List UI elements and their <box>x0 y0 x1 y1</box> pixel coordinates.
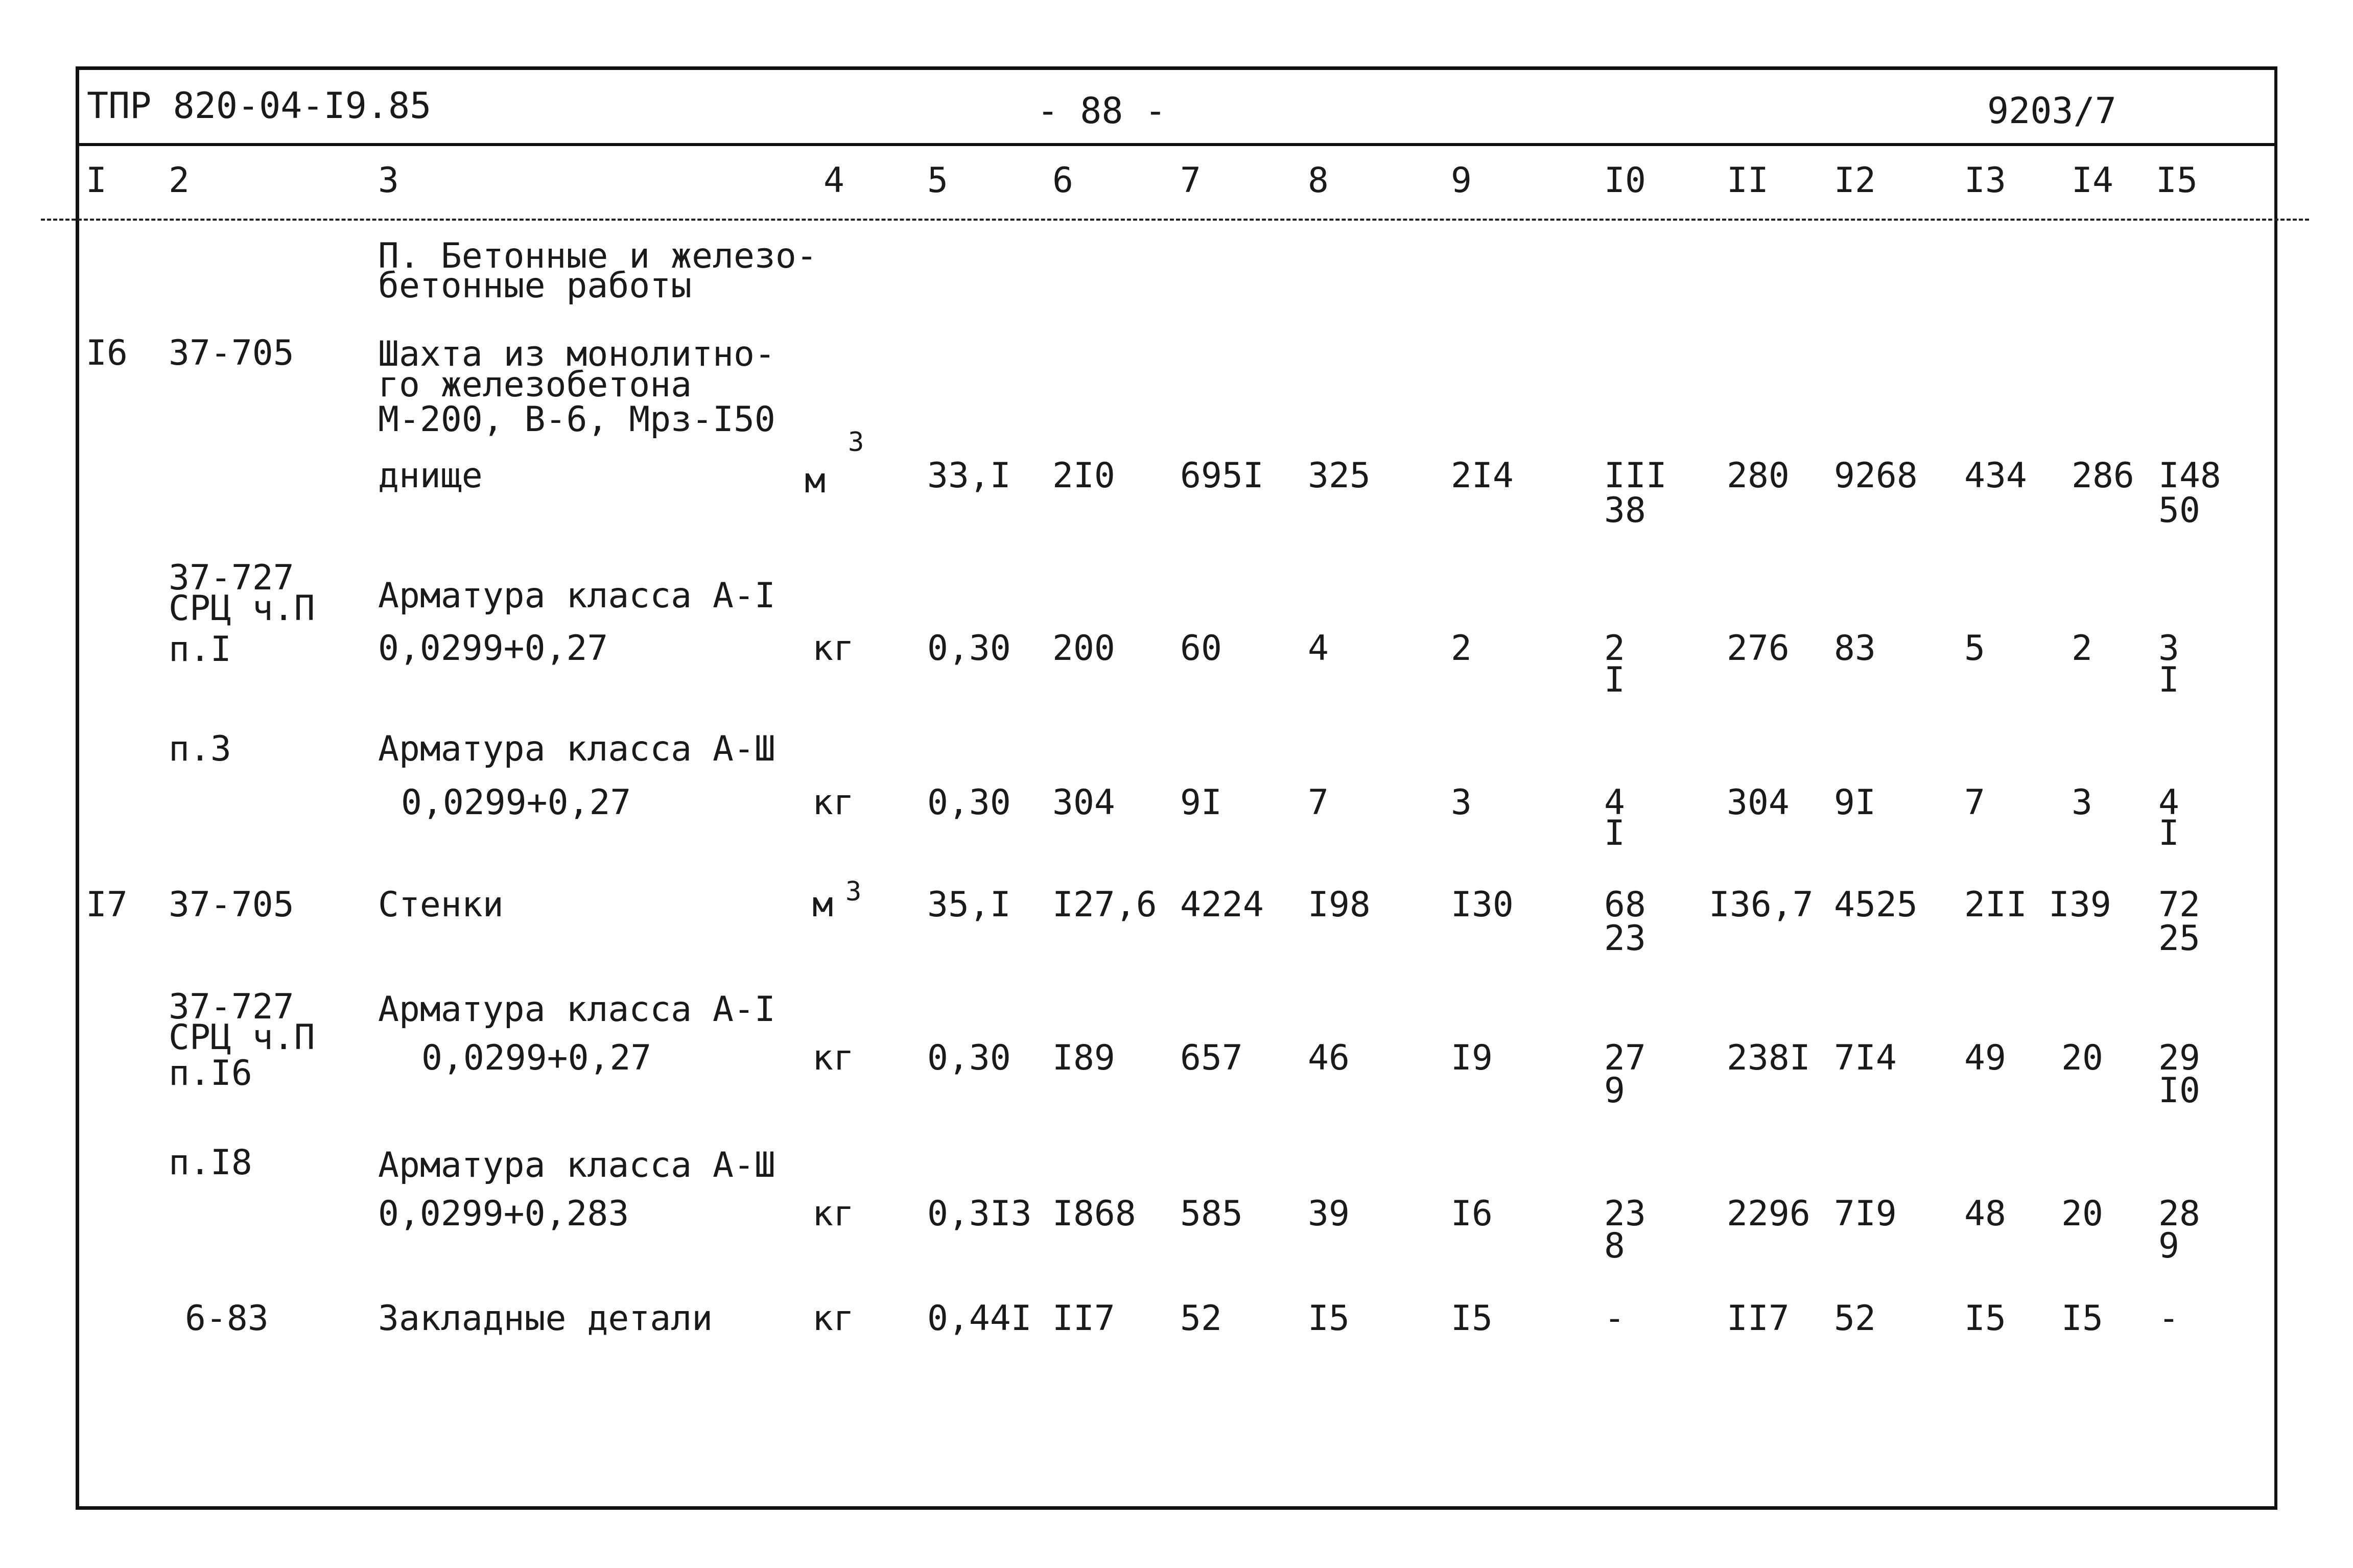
cell-col15-top: 28 <box>2158 1194 2200 1234</box>
cell-col10-bottom: 38 <box>1604 490 1646 531</box>
cell-col14: I39 <box>2049 885 2111 925</box>
work-name: го железобетона <box>378 365 692 405</box>
cell-col13: 48 <box>1964 1194 2006 1234</box>
unit: кг <box>812 1298 854 1339</box>
cell-col14: 286 <box>2072 456 2134 496</box>
cell-col12: 52 <box>1834 1298 1876 1339</box>
formula: 0,0299+0,27 <box>401 782 631 823</box>
cell-col5: 0,44I <box>927 1298 1032 1339</box>
cell-col11: 276 <box>1727 628 1790 669</box>
cell-col5: 0,30 <box>927 1038 1011 1078</box>
cell-col5: 35,I <box>927 885 1011 925</box>
header-divider <box>77 143 2276 146</box>
formula: 0,0299+0,27 <box>378 628 608 669</box>
cell-col14: 3 <box>2072 782 2092 823</box>
column-number: II <box>1727 160 1769 201</box>
cell-col13: 2II <box>1964 885 2027 925</box>
cell-col15-top: 4 <box>2158 782 2179 823</box>
cell-col10-top: 2 <box>1604 628 1625 669</box>
cell-col9: I5 <box>1451 1298 1493 1339</box>
column-number: 9 <box>1451 160 1472 201</box>
cell-col7: 60 <box>1180 628 1222 669</box>
work-name: Арматура класса А-Ш <box>378 729 775 769</box>
cell-col8: 46 <box>1308 1038 1350 1078</box>
cell-col13: 5 <box>1964 628 1985 669</box>
cell-col11: II7 <box>1727 1298 1790 1339</box>
cell-col15-top: 3 <box>2158 628 2179 669</box>
cell-col10: - <box>1604 1298 1625 1339</box>
cell-col14: 20 <box>2061 1194 2103 1234</box>
cell-col6: I868 <box>1052 1194 1136 1234</box>
work-name: Шахта из монолитно- <box>378 334 775 374</box>
unit: кг <box>812 782 854 823</box>
rate-code: СРЦ ч.П <box>169 588 315 629</box>
cell-col15-bottom: 50 <box>2158 490 2200 531</box>
cell-col9: 2 <box>1451 628 1472 669</box>
column-number: I5 <box>2156 160 2198 201</box>
cell-col8: I98 <box>1308 885 1371 925</box>
cell-col9: 2I4 <box>1451 456 1514 496</box>
column-number: I0 <box>1604 160 1646 201</box>
cell-col7: 695I <box>1180 456 1264 496</box>
cell-col12: 83 <box>1834 628 1876 669</box>
cell-col15-bottom: 25 <box>2158 918 2200 959</box>
rate-code: 37-727 <box>169 987 294 1027</box>
cell-col7: 9I <box>1180 782 1222 823</box>
cell-col10-bottom: I <box>1604 813 1625 853</box>
cell-col10-bottom: 8 <box>1604 1226 1625 1266</box>
cell-col6: 200 <box>1052 628 1115 669</box>
column-number: 2 <box>169 160 190 201</box>
rate-code: 37-705 <box>169 333 294 373</box>
work-name: Арматура класса А-I <box>378 989 775 1030</box>
column-number: 6 <box>1052 160 1073 201</box>
work-name: Стенки <box>378 885 504 925</box>
cell-col7: 52 <box>1180 1298 1222 1339</box>
cell-col12: 7I9 <box>1834 1194 1897 1234</box>
cell-col5: 33,I <box>927 456 1011 496</box>
work-name: Арматура класса А-Ш <box>378 1145 775 1185</box>
work-subitem: днище <box>378 456 483 496</box>
cell-col6: 304 <box>1052 782 1115 823</box>
cell-col12: 9268 <box>1834 456 1918 496</box>
rate-code: п.I <box>169 629 231 670</box>
cell-col15-top: 29 <box>2158 1038 2200 1078</box>
cell-col10-top: 23 <box>1604 1194 1646 1234</box>
cell-col6: I27,6 <box>1052 885 1157 925</box>
cell-col14: 2 <box>2072 628 2092 669</box>
column-number-divider <box>41 219 2309 221</box>
column-number: 4 <box>823 160 844 201</box>
sheet-code: 9203/7 <box>1987 90 2116 132</box>
page-number: - 88 - <box>1037 90 1166 132</box>
cell-col6: II7 <box>1052 1298 1115 1339</box>
cell-col10-top: 68 <box>1604 885 1646 925</box>
rate-code: п.I8 <box>169 1143 252 1183</box>
cell-col11: 2296 <box>1727 1194 1810 1234</box>
rate-code: п.3 <box>169 729 231 769</box>
cell-col7: 585 <box>1180 1194 1243 1234</box>
cell-col10-top: 4 <box>1604 782 1625 823</box>
cell-col8: 4 <box>1308 628 1329 669</box>
cell-col5: 0,30 <box>927 628 1011 669</box>
column-number: 5 <box>927 160 948 201</box>
cell-col10-top: III <box>1604 456 1667 496</box>
work-name: М-200, В-6, Мрз-I50 <box>378 399 775 440</box>
unit: м <box>805 461 826 501</box>
cell-col6: I89 <box>1052 1038 1115 1078</box>
cell-col15-top: 72 <box>2158 885 2200 925</box>
cell-col13: 7 <box>1964 782 1985 823</box>
cell-col12: 4525 <box>1834 885 1918 925</box>
cell-col9: I30 <box>1451 885 1514 925</box>
formula: 0,0299+0,283 <box>378 1194 629 1234</box>
cell-col15-bottom: I <box>2158 660 2179 700</box>
cell-col15-bottom: I <box>2158 813 2179 853</box>
work-name: Арматура класса А-I <box>378 576 775 616</box>
cell-col7: 657 <box>1180 1038 1243 1078</box>
cell-col15-bottom: I0 <box>2158 1071 2200 1111</box>
section-title: бетонные работы <box>378 266 692 306</box>
cell-col10-bottom: I <box>1604 660 1625 700</box>
rate-code: СРЦ ч.П <box>169 1017 315 1058</box>
cell-col5: 0,3I3 <box>927 1194 1032 1234</box>
cell-col15-bottom: 9 <box>2158 1226 2179 1266</box>
cell-col14: I5 <box>2061 1298 2103 1339</box>
column-number: 3 <box>378 160 399 201</box>
cell-col8: 325 <box>1308 456 1371 496</box>
work-name: Закладные детали <box>378 1298 713 1339</box>
rate-code: 37-705 <box>169 885 294 925</box>
cell-col13: I5 <box>1964 1298 2006 1339</box>
unit: кг <box>812 628 854 669</box>
cell-col7: 4224 <box>1180 885 1264 925</box>
cell-col15: - <box>2158 1298 2179 1339</box>
cell-col9: I6 <box>1451 1194 1493 1234</box>
cell-col11: 304 <box>1727 782 1790 823</box>
row-number: I6 <box>86 333 128 373</box>
cell-col12: 9I <box>1834 782 1876 823</box>
column-number: I3 <box>1964 160 2006 201</box>
cell-col12: 7I4 <box>1834 1038 1897 1078</box>
cell-col6: 2I0 <box>1052 456 1115 496</box>
unit-exponent: 3 <box>845 876 862 907</box>
doc-code: ТПР 820-04-I9.85 <box>87 85 432 127</box>
rate-code: 6-83 <box>185 1298 269 1339</box>
cell-col8: 39 <box>1308 1194 1350 1234</box>
cell-col14: 20 <box>2061 1038 2103 1078</box>
cell-col9: I9 <box>1451 1038 1493 1078</box>
cell-col13: 49 <box>1964 1038 2006 1078</box>
row-number: I7 <box>86 885 128 925</box>
unit: кг <box>812 1038 854 1078</box>
cell-col11: 238I <box>1727 1038 1810 1078</box>
cell-col11: I36,7 <box>1709 885 1814 925</box>
cell-col15-top: I48 <box>2158 456 2221 496</box>
rate-code: 37-727 <box>169 558 294 598</box>
formula: 0,0299+0,27 <box>421 1038 652 1078</box>
unit: кг <box>812 1194 854 1234</box>
column-number: 7 <box>1180 160 1201 201</box>
column-number: I4 <box>2072 160 2113 201</box>
column-number: I2 <box>1834 160 1876 201</box>
cell-col5: 0,30 <box>927 782 1011 823</box>
cell-col11: 280 <box>1727 456 1790 496</box>
cell-col13: 434 <box>1964 456 2027 496</box>
cell-col9: 3 <box>1451 782 1472 823</box>
unit: м <box>812 885 833 925</box>
rate-code: п.I6 <box>169 1053 252 1094</box>
cell-col8: I5 <box>1308 1298 1350 1339</box>
cell-col10-bottom: 23 <box>1604 918 1646 959</box>
cell-col8: 7 <box>1308 782 1329 823</box>
unit-exponent: 3 <box>848 427 864 458</box>
cell-col10-top: 27 <box>1604 1038 1646 1078</box>
cell-col10-bottom: 9 <box>1604 1071 1625 1111</box>
section-title: П. Бетонные и железо- <box>378 236 817 276</box>
column-number: 8 <box>1308 160 1329 201</box>
column-number: I <box>86 160 107 201</box>
